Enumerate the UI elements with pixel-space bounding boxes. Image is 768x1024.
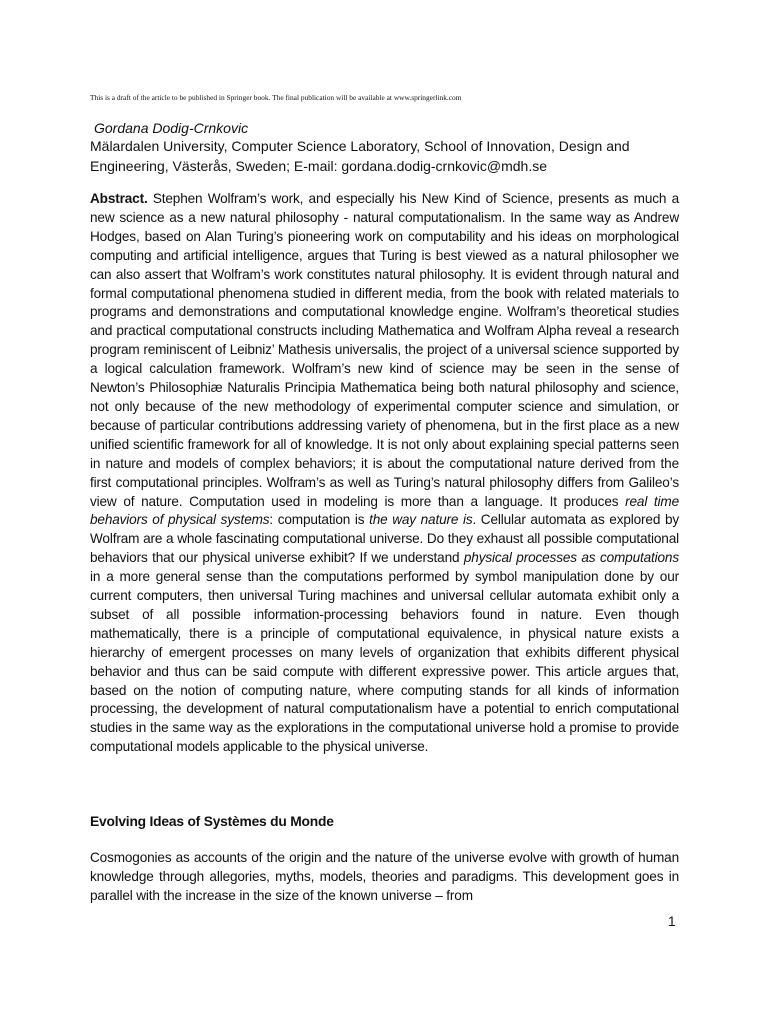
author-affiliation: Mälardalen University, Computer Science Laboratory, School of Innovation, Design and Engineering, Västerås, Sweden; E-mail: gordana.dodig-crnkovic@mdh.se (90, 138, 630, 174)
draft-notice: This is a draft of the article to be published in Springer book. The final publication will be available at www.springerlink.com (90, 93, 462, 102)
section-heading: Evolving Ideas of Systèmes du Monde (90, 814, 334, 829)
abstract-emphasis-1: real time behaviors of physical systems (90, 493, 679, 528)
author-name: Gordana Dodig-Crnkovic (94, 120, 249, 136)
abstract-emphasis-2: the way nature is (369, 512, 473, 528)
body-paragraph: Cosmogonies as accounts of the origin and the nature of the universe evolve with growth of human knowledge through allegories, myths, models, theories and paradigms. This development goes in parallel with the increase in the size of the known universe – from (90, 850, 679, 903)
abstract-paragraph (90, 190, 679, 757)
page-number: 1 (668, 914, 676, 929)
abstract-emphasis-3: physical processes as computations (463, 550, 679, 566)
abstract-text-part-1: Stephen Wolfram’s work, and especially his New Kind of Science, presents as much a new science as a new natural philosophy - natural computationalism. In the same way as Andrew Hodges, based on Alan Turing’s pioneering work on computability and his ideas on morphological computing and artificial intelligence, argues that Turing is best viewed as a natural philosopher we can also assert that Wolfram’s work constitutes natural philosophy. It is evident through natural and formal computational phenomena studied in different media, from the book with related materials to programs and demonstrations and computational knowledge engine. Wolfram’s theoretical studies and practical computational constructs including Mathematica and Wolfram Alpha reveal a research program reminiscent of Leibniz’ Mathesis universalis, the project of a universal science supported by a logical calculation framework. Wolfram’s new kind of science may be seen in the sense of Newton’s Philosophiæ Naturalis Principia Mathematica being both natural philosophy and science, not only because of the new methodology of experimental computer science and simulation, or because of particular contributions addressing variety of phenomena, but in the first place as a new unified scientific framework for all of knowledge. It is not only about explaining special patterns seen in nature and models of complex behaviors; it is about the computational nature derived from the first computational principles. Wolfram’s as well as Turing’s natural philosophy differs from Galileo’s view of nature. Computation used in modeling is more than a language. It produces (90, 191, 679, 509)
abstract-label: Abstract. (90, 191, 148, 206)
abstract-text-part-3: . Cellular automata as explored by Wolfram are a whole fascinating computational universe. Do they exhaust all possible computational behaviors that our physical universe exhibit? If we understand (90, 512, 680, 566)
abstract-text-part-2: : computation is (269, 512, 370, 528)
abstract-text-part-4: in a more general sense than the computations performed by symbol manipulation done by our current computers, then universal Turing machines and universal cellular automata exhibit only a subset of all possible information-processing behaviors found in nature. Even though mathematically, there is a principle of computational equivalence, in physical nature exists a hierarchy of emergent processes on many levels of organization that exhibits different physical behavior and thus can be said compute with different expressive power. This article argues that, based on the notion of computing nature, where computing stands for all kinds of information processing, the development of natural computationalism have a potential to enrich computational studies in the same way as the explorations in the computational universe hold a promise to provide computational models applicable to the physical universe. (90, 569, 679, 755)
